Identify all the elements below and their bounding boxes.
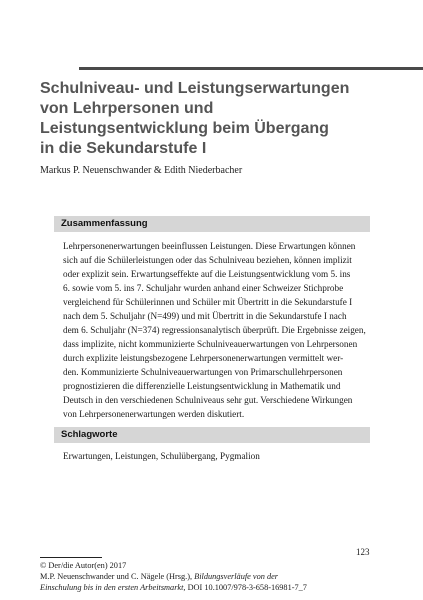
- abstract-line: Lehrpersonenerwartungen beeinflussen Leistungen. Diese Erwartungen können: [63, 241, 356, 251]
- abstract-line: nach dem 5. Schuljahr (N=499) und mit Übertritt in die Sekundarstufe I nach: [63, 311, 347, 321]
- abstract-heading: Zusammenfassung: [54, 216, 370, 232]
- chapter-title-line: Leistungsentwicklung beim Übergang: [40, 120, 329, 137]
- abstract-line: vergleichend für Schülerinnen und Schüler mit Übertritt in die Sekundarstufe I: [63, 297, 353, 307]
- abstract-line: Deutsch in den verschiedenen Schulniveaus sehr gut. Verschiedene Wirkungen: [63, 395, 353, 405]
- keywords-heading: Schlagworte: [54, 427, 370, 443]
- abstract-line: prognostizieren die differenzielle Leistungsentwicklung in Mathematik und: [63, 381, 341, 391]
- citation-line: [40, 582, 307, 593]
- book-title-part: Einschulung bis in den ersten Arbeitsmarkt: [40, 583, 184, 592]
- abstract-line: dass implizite, nicht kommunizierte Schulniveauerwartungen von Lehrpersonen: [63, 339, 358, 349]
- book-title-part: Bildungsverläufe von der: [194, 572, 279, 581]
- chapter-title-line: von Lehrpersonen und: [40, 100, 214, 117]
- abstract-body: [63, 239, 373, 421]
- top-rule: [79, 67, 423, 70]
- citation-line: [40, 571, 307, 582]
- abstract-line: den. Kommunizierte Schulniveauerwartungen von Primarschullehrpersonen: [63, 367, 343, 377]
- footer-rule: [40, 557, 102, 558]
- keywords-text: Erwartungen, Leistungen, Schulübergang, Pygmalion: [63, 451, 260, 461]
- footer: [40, 560, 307, 593]
- chapter-title-line: Schulniveau- und Leistungserwartungen: [40, 80, 350, 97]
- authors: Markus P. Neuenschwander & Edith Niederbacher: [40, 165, 243, 176]
- chapter-title: [40, 79, 410, 159]
- abstract-line: oder explizit sein. Erwartungseffekte auf die Leistungsentwicklung vom 5. ins: [63, 269, 351, 279]
- abstract-line: sich auf die Schülerleistungen oder das Schulniveau beziehen, können implizit: [63, 255, 352, 265]
- abstract-line: durch explizite leistungsbezogene Lehrpersonenerwartungen vermittelt wer-: [63, 353, 344, 363]
- page-number: 123: [356, 547, 370, 557]
- abstract-line: von Lehrpersonenerwartungen werden diskutiert.: [63, 409, 245, 419]
- chapter-title-line: in die Sekundarstufe I: [40, 140, 207, 157]
- abstract-line: dem 6. Schuljahr (N=374) regressionsanalytisch überprüft. Die Ergebnisse zeigen,: [63, 325, 366, 335]
- copyright-line: © Der/die Autor(en) 2017: [40, 561, 127, 570]
- doi: , DOI 10.1007/978-3-658-16981-7_7: [183, 583, 307, 592]
- citation-editors: M.P. Neuenschwander und C. Nägele (Hrsg.),: [40, 572, 195, 581]
- abstract-line: 6. sowie vom 5. ins 7. Schuljahr wurden anhand einer Schweizer Stichprobe: [63, 283, 344, 293]
